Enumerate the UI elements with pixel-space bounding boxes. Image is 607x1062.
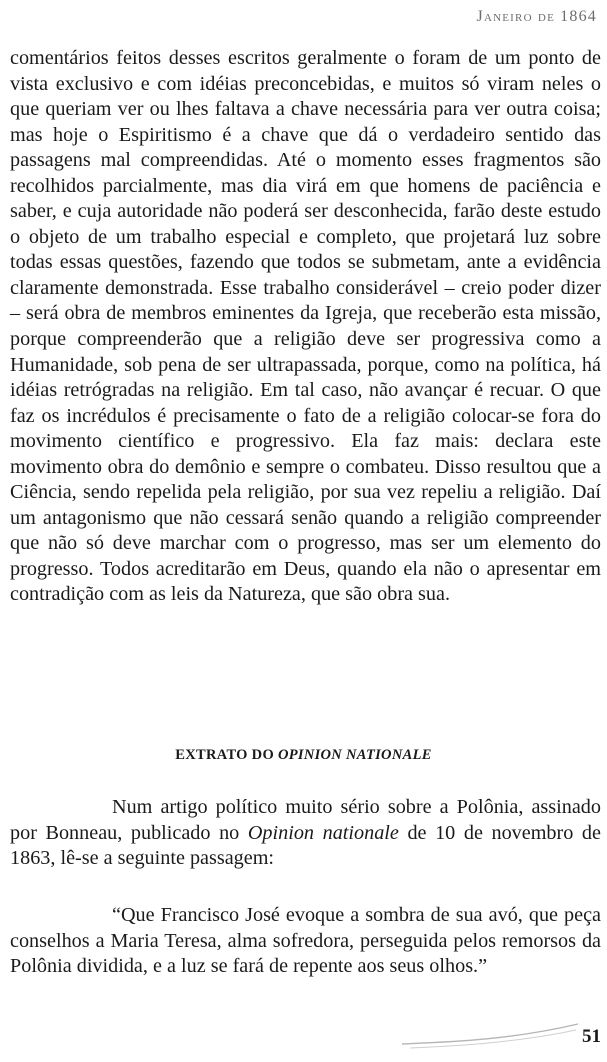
section-title <box>0 747 607 764</box>
section-title-prefix: EXTRATO DO <box>175 747 278 763</box>
running-head: Janeiro de 1864 <box>476 8 597 25</box>
section-paragraph-start: Num artigo político muito sério sobre a Polônia, assinado por Bonneau, publicado no <box>10 796 601 844</box>
section-paragraph <box>10 795 601 872</box>
body-paragraph: comentários feitos desses escritos geralmente o foram de um ponto de vista exclusivo e com idéias preconcebidas, e muitos só viram neles o que queriam ver ou lhes faltava a chave necessária para ver outra coisa; mas hoje o Espiritismo é a chave que dá o verdadeiro sentido das passagens mal compreendidas. Até o momento esses fragmentos são recolhidos parcialmente, mas dia virá em que homens de paciência e saber, e cuja autoridade não poderá ser desconhecida, farão deste estudo o objeto de um trabalho especial e completo, que projetará luz sobre todas essas questões, fazendo que todos se submetam, ante a evidência claramente demonstrada. Esse trabalho considerável – creio poder dizer – será obra de membros eminentes da Igreja, que receberão esta missão, porque compreenderão que a religião deve ser progressiva como a Humanidade, sob pena de ser ultrapassada, porque, como na política, há idéias retrógradas na religião. Em tal caso, não avançar é recuar. O que faz os incrédulos é precisamente o fato de a religião colocar-se fora do movimento científico e progressivo. Ela faz mais: declara este movimento obra do demônio e sempre o combateu. Disso resultou que a Ciência, sendo repelida pela religião, por sua vez repeliu a religião. Daí um antagonismo que não cessará senão quando a religião compreender que não só deve marchar com o progresso, mas ser um elemento do progresso. Todos acreditarão em Deus, quando ela não o apresentar em contradição com as leis da Natureza, que são obra sua. <box>10 47 601 606</box>
quote-paragraph: “Que Francisco José evoque a sombra de sua avó, que peça conselhos a Maria Teresa, alma sofredora, perseguida pelos remorsos da Polônia dividida, e a luz se fará de repente aos seus olhos.” <box>10 904 601 977</box>
page-number: 51 <box>582 1026 601 1047</box>
section-paragraph-end: de 10 de novembro de 1863, lê-se a seguinte passagem: <box>10 821 601 869</box>
section-title-italic: OPINION NATIONALE <box>277 747 432 763</box>
footer-swoosh-ornament <box>400 1016 580 1056</box>
publication-name: Opinion nationale <box>247 821 399 844</box>
